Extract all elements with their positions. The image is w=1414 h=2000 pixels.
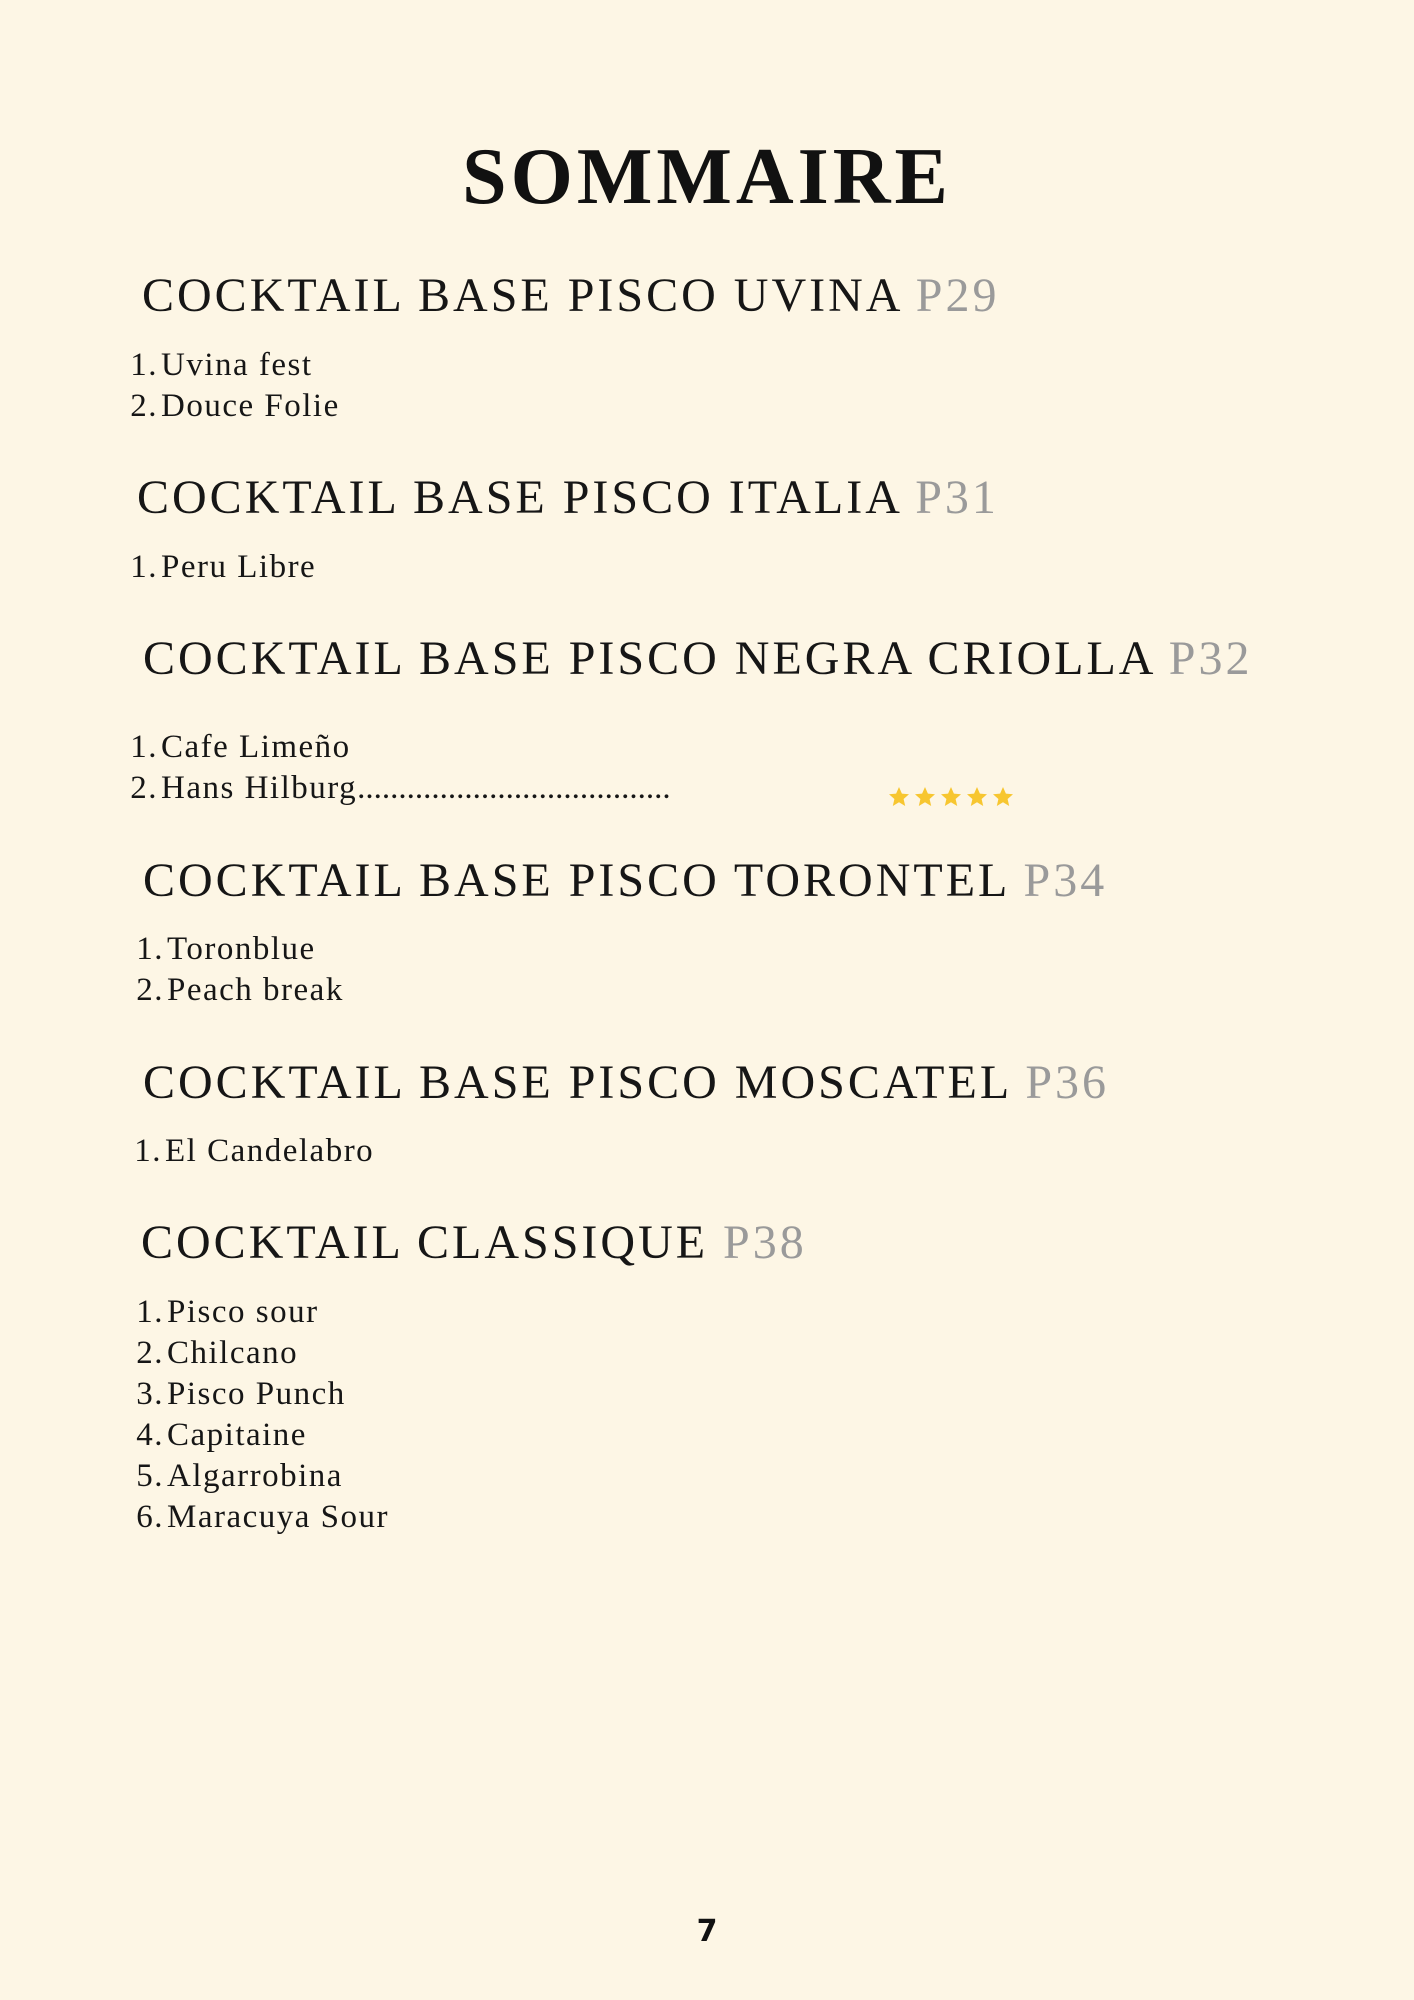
list-item — [130, 1292, 389, 1333]
list-item — [124, 386, 340, 427]
item-label: Pisco sour — [167, 1294, 319, 1330]
item-number: 1. — [136, 931, 164, 967]
section-page-ref: P38 — [723, 1216, 807, 1269]
section-title: COCKTAIL BASE PISCO ITALIA — [137, 471, 901, 524]
section-heading — [143, 631, 1253, 686]
section-page-ref: P36 — [1025, 1056, 1110, 1109]
list-item — [130, 970, 344, 1011]
section-page-ref: P29 — [915, 269, 1000, 322]
item-number: 6. — [136, 1499, 164, 1535]
item-number: 2. — [136, 1335, 164, 1371]
section-heading — [143, 1055, 1109, 1110]
item-number: 1. — [136, 1294, 164, 1330]
item-label: Peach break — [167, 972, 344, 1008]
item-label: Uvina fest — [161, 347, 313, 383]
list-item — [124, 727, 671, 768]
cocktail-list — [124, 345, 340, 427]
cocktail-list — [124, 547, 316, 588]
section-title: COCKTAIL CLASSIQUE — [141, 1216, 709, 1269]
item-label: Toronblue — [167, 931, 316, 967]
cocktail-list — [130, 1292, 389, 1538]
page-number: 7 — [696, 1914, 718, 1949]
item-label: Chilcano — [167, 1335, 299, 1371]
star-icon — [913, 785, 937, 809]
section-heading — [143, 853, 1107, 908]
list-item — [130, 1333, 389, 1374]
item-number: 2. — [130, 388, 158, 424]
section-page-ref: P34 — [1023, 854, 1108, 907]
item-number: 2. — [136, 972, 164, 1008]
list-item — [130, 929, 344, 970]
item-number: 1. — [134, 1133, 162, 1169]
cocktail-list — [128, 1131, 374, 1172]
item-label: Pisco Punch — [167, 1376, 346, 1412]
item-number: 1. — [130, 347, 158, 383]
item-label: Maracuya Sour — [167, 1499, 390, 1535]
section-page-ref: P31 — [915, 471, 999, 524]
item-label: Algarrobina — [167, 1458, 343, 1494]
star-rating — [887, 785, 1015, 809]
star-icon — [991, 785, 1015, 809]
cocktail-list — [130, 929, 344, 1011]
star-icon — [965, 785, 989, 809]
item-number: 4. — [136, 1417, 164, 1453]
item-number: 1. — [130, 549, 158, 585]
section-title: COCKTAIL BASE PISCO UVINA — [142, 269, 901, 322]
section-heading — [141, 1215, 807, 1270]
item-label: Capitaine — [167, 1417, 307, 1453]
page-title: SOMMAIRE — [462, 133, 952, 221]
star-icon — [939, 785, 963, 809]
item-number: 3. — [136, 1376, 164, 1412]
section-title: COCKTAIL BASE PISCO TORONTEL — [143, 854, 1009, 907]
list-item — [130, 1374, 389, 1415]
section-page-ref: P32 — [1168, 632, 1253, 685]
item-label: El Candelabro — [165, 1133, 375, 1169]
cocktail-list — [124, 727, 671, 809]
item-number: 5. — [136, 1458, 164, 1494]
section-title: COCKTAIL BASE PISCO MOSCATEL — [143, 1056, 1011, 1109]
item-number: 2. — [130, 770, 158, 806]
item-label: Douce Folie — [161, 388, 340, 424]
item-number: 1. — [130, 729, 158, 765]
list-item — [124, 768, 671, 809]
list-item — [130, 1497, 389, 1538]
item-label: Cafe Limeño — [161, 729, 351, 765]
section-title: COCKTAIL BASE PISCO NEGRA CRIOLLA — [143, 632, 1154, 685]
list-item — [124, 547, 316, 588]
section-heading — [142, 268, 999, 323]
section-heading — [137, 470, 999, 525]
item-label: Peru Libre — [161, 549, 317, 585]
star-icon — [887, 785, 911, 809]
list-item — [130, 1415, 389, 1456]
list-item — [124, 345, 340, 386]
dot-leader: ...................................... — [357, 770, 671, 806]
item-label: Hans Hilburg — [161, 770, 358, 806]
list-item — [128, 1131, 374, 1172]
list-item — [130, 1456, 389, 1497]
